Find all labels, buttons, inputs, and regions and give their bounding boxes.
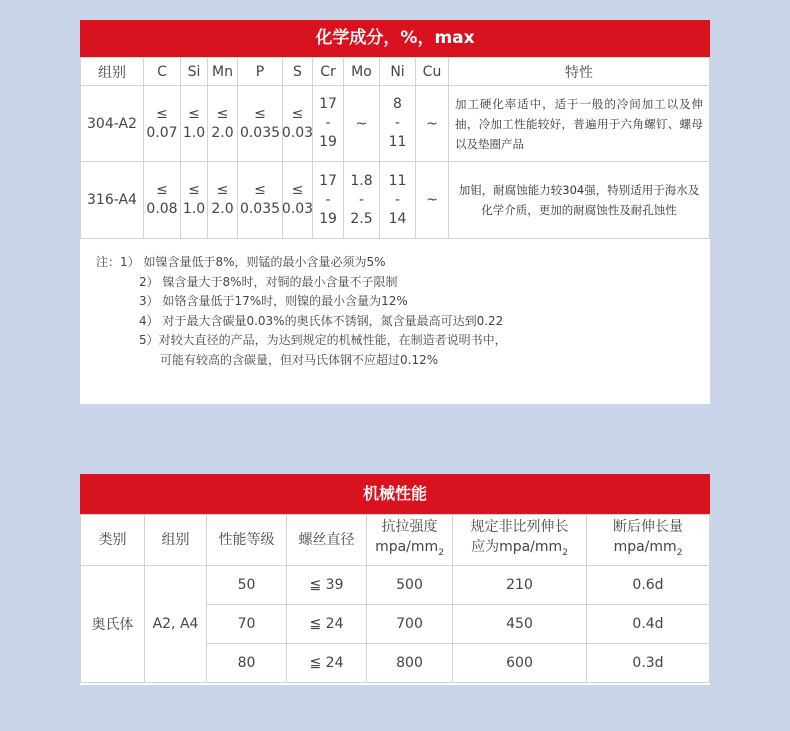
table-row <box>81 86 710 162</box>
group-cell: A2, A4 <box>145 566 207 683</box>
c-cell: ≤ 0.07 <box>144 86 181 162</box>
yield-cell: 450 <box>453 605 587 644</box>
mn-cell: ≤ 2.0 <box>208 162 238 239</box>
yield-cell: 210 <box>453 566 587 605</box>
tensile-cell: 800 <box>367 644 453 683</box>
table-row <box>81 566 710 605</box>
chemical-composition-card <box>80 20 710 404</box>
header-cu: Cu <box>416 58 449 86</box>
s-cell: ≤ 0.03 <box>283 86 313 162</box>
header-elongation: 断后伸长量 mpa/$mm_2$ <box>587 515 710 566</box>
grade-cell: 80 <box>207 644 287 683</box>
note-line: 2） 镍含量大于8%时，对铜的最小含量不子限制 <box>139 274 398 289</box>
mo-cell: 1.8 - 2.5 <box>344 162 380 239</box>
header-c: C <box>144 58 181 86</box>
yield-cell: 600 <box>453 644 587 683</box>
p-cell: ≤ 0.035 <box>238 86 283 162</box>
cu-cell: ~ <box>416 162 449 239</box>
header-yield: 规定非比列伸长 应为mpa/$mm_2$ <box>453 515 587 566</box>
tensile-cell: 500 <box>367 566 453 605</box>
header-mo: Mo <box>344 58 380 86</box>
ni-cell: 8 - 11 <box>380 86 416 162</box>
mechanical-table <box>80 514 710 683</box>
header-si: Si <box>181 58 208 86</box>
category-cell: 奥氏体 <box>81 566 145 683</box>
p-cell: ≤ 0.035 <box>238 162 283 239</box>
chemical-header-row <box>81 58 710 86</box>
group-cell: 316-A4 <box>81 162 144 239</box>
note-line: 可能有较高的含碳量，但对马氏体钢不应超过0.12% <box>160 352 439 367</box>
header-category: 类别 <box>81 515 145 566</box>
diameter-cell: ≦ 24 <box>287 605 367 644</box>
property-cell: 加工硬化率适中，适于一般的冷间加工以及伸抽，冷加工性能较好，普遍用于六角螺钉、螺母以及垫圈产品 <box>449 86 710 162</box>
notes <box>80 239 710 370</box>
chemical-table <box>80 57 710 239</box>
grade-cell: 50 <box>207 566 287 605</box>
mechanical-properties-card <box>80 474 710 685</box>
cr-cell: 17 - 19 <box>313 86 344 162</box>
cr-cell: 17 - 19 <box>313 162 344 239</box>
si-cell: ≤ 1.0 <box>181 162 208 239</box>
header-p: P <box>238 58 283 86</box>
header-ni: Ni <box>380 58 416 86</box>
header-property: 特性 <box>449 58 710 86</box>
diameter-cell: ≦ 24 <box>287 644 367 683</box>
header-s: S <box>283 58 313 86</box>
header-cr: Cr <box>313 58 344 86</box>
header-tensile: 抗拉强度 mpa/$mm_2$ <box>367 515 453 566</box>
elongation-cell: 0.3d <box>587 644 710 683</box>
note-line: 4） 对于最大含碳量0.03%的奥氏体不锈钢，氮含量最高可达到0.22 <box>139 313 504 328</box>
mo-cell: ~ <box>344 86 380 162</box>
grade-cell: 70 <box>207 605 287 644</box>
ni-cell: 11 - 14 <box>380 162 416 239</box>
note-line: 3） 如铬含量低于17%时，则镍的最小含量为12% <box>139 294 408 308</box>
property-cell: 加钼，耐腐蚀能力较304强，特别适用于海水及化学介质，更加的耐腐蚀性及耐孔蚀性 <box>449 162 710 239</box>
tensile-cell: 700 <box>367 605 453 644</box>
header-group: 组别 <box>145 515 207 566</box>
note-line: 注：1） 如镍含量低于8%，则锰的最小含量必须为5% <box>96 255 386 269</box>
table-row <box>81 162 710 239</box>
header-grade: 性能等级 <box>207 515 287 566</box>
si-cell: ≤ 1.0 <box>181 86 208 162</box>
header-group: 组别 <box>81 58 144 86</box>
note-line: 5）对较大直径的产品，为达到规定的机械性能，在制造者说明书中， <box>139 333 507 347</box>
chemical-title: 化学成分，%，max <box>80 20 710 57</box>
elongation-cell: 0.4d <box>587 605 710 644</box>
c-cell: ≤ 0.08 <box>144 162 181 239</box>
elongation-cell: 0.6d <box>587 566 710 605</box>
mn-cell: ≤ 2.0 <box>208 86 238 162</box>
group-cell: 304-A2 <box>81 86 144 162</box>
mechanical-title: 机械性能 <box>80 474 710 514</box>
diameter-cell: ≦ 39 <box>287 566 367 605</box>
cu-cell: ~ <box>416 86 449 162</box>
header-mn: Mn <box>208 58 238 86</box>
header-diameter: 螺丝直径 <box>287 515 367 566</box>
s-cell: ≤ 0.03 <box>283 162 313 239</box>
mechanical-header-row <box>81 515 710 566</box>
